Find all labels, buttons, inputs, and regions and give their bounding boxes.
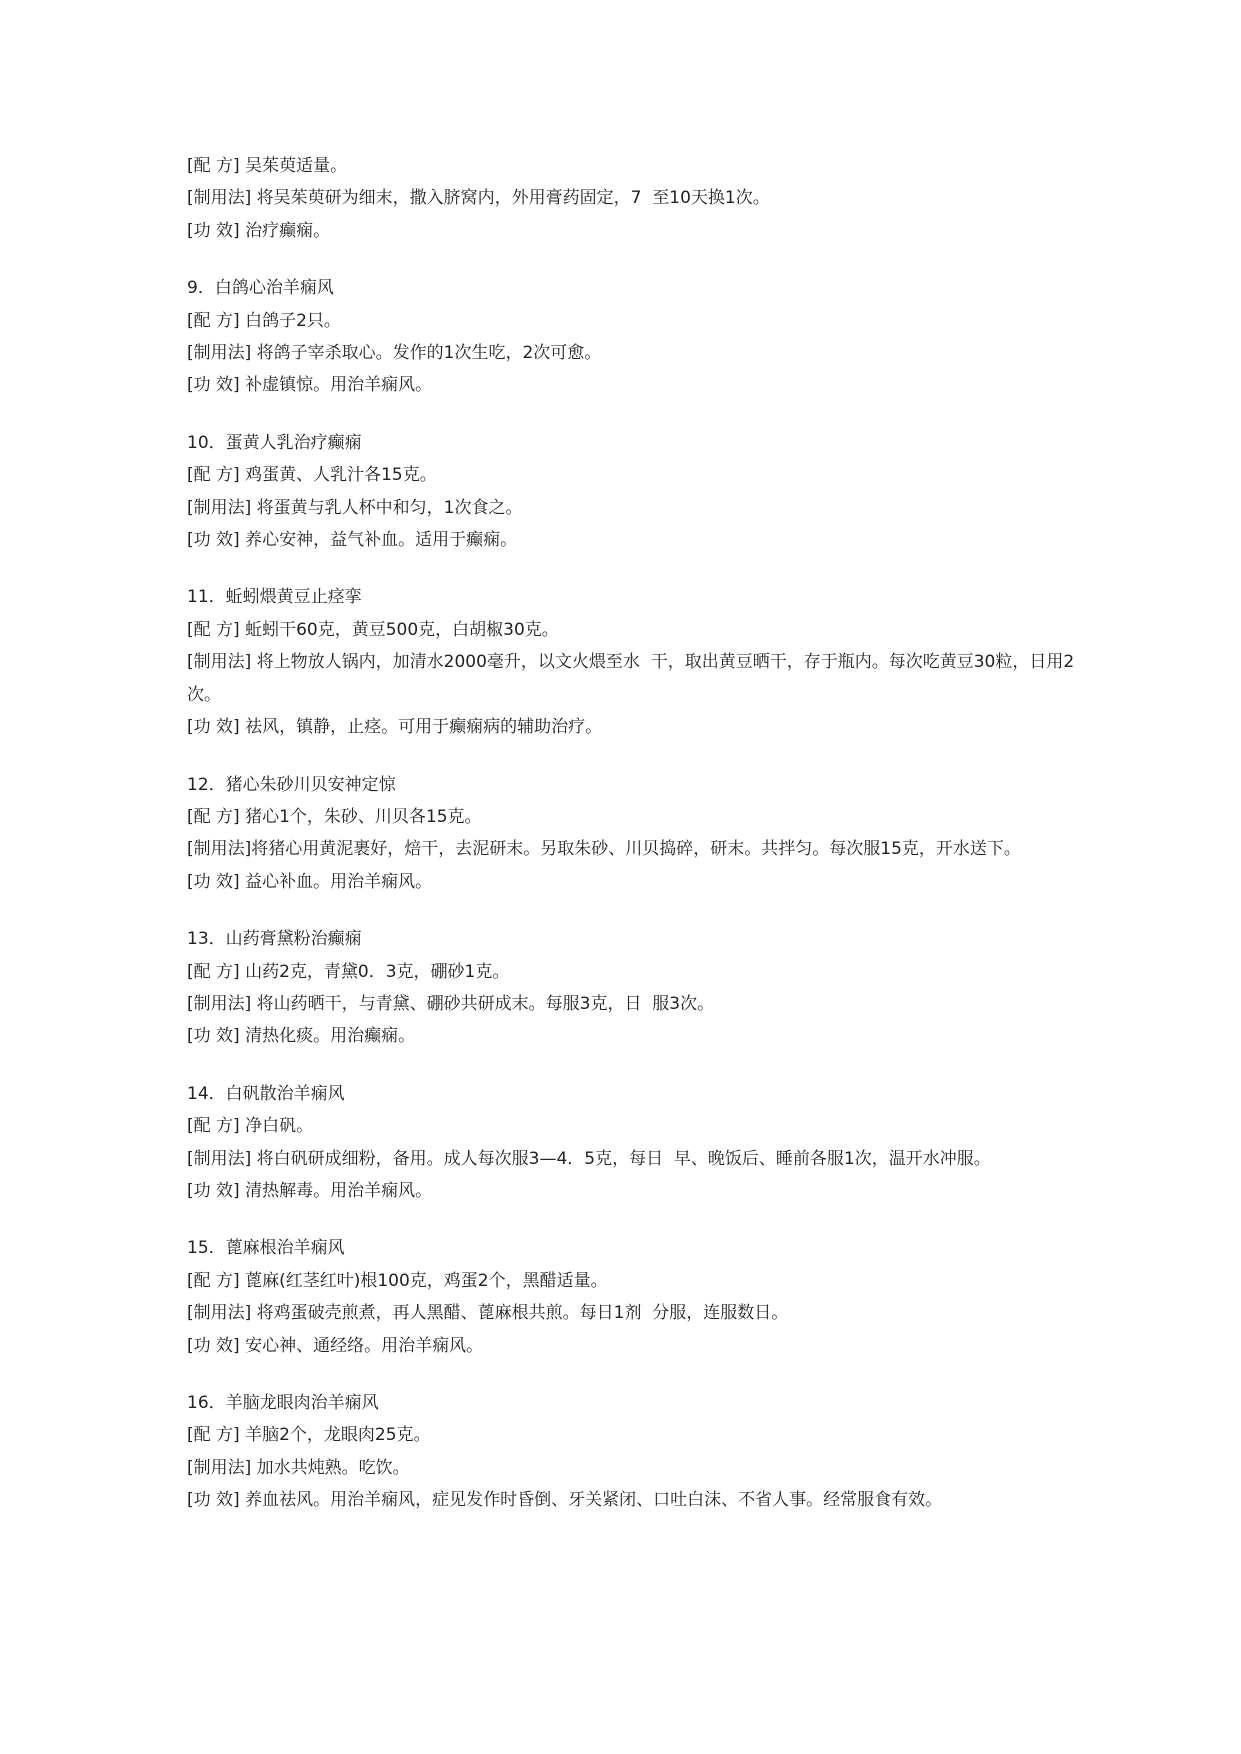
entry-title: 12．猪心朱砂川贝安神定惊 [187,774,396,795]
method-line: [制用法] 将鸽子宰杀取心。发作的1次生吃，2次可愈。 [187,343,602,364]
formula-line: [配 方] 吴茱萸适量。 [187,156,348,176]
formula-line: [配 方] 蓖麻(红茎红叶)根100克，鸡蛋2个，黑醋适量。 [187,1270,608,1291]
effect-line: [功 效] 治疗癫痫。 [187,220,331,241]
effect-line: [功 效] 养心安神，益气补血。适用于癫痫。 [187,530,518,551]
remedy-entry [187,1232,1087,1362]
remedy-entry [187,1387,1087,1517]
method-line: [制用法] 将蛋黄与乳人杯中和匀，1次食之。 [187,497,523,518]
formula-line: [配 方] 山药2克，青黛0．3克，硼砂1克。 [187,961,510,982]
formula-line: [配 方] 羊脑2个，龙眼肉25克。 [187,1425,431,1446]
lead-entry [187,150,1087,247]
formula-line: [配 方] 鸡蛋黄、人乳汁各15克。 [187,465,437,486]
formula-line: [配 方] 净白矾。 [187,1116,314,1137]
remedy-entry [187,272,1087,402]
effect-line: [功 效] 安心神、通经络。用治羊痫风。 [187,1335,484,1356]
formula-line: [配 方] 蚯蚓干60克，黄豆500克，白胡椒30克。 [187,619,559,640]
method-line: [制用法] 将山药晒干，与青黛、硼砂共研成末。每服3克，日 服3次。 [187,993,715,1014]
effect-line: [功 效] 清热化痰。用治癫痫。 [187,1026,416,1047]
entry-title: 13．山药膏黛粉治癫痫 [187,929,362,950]
method-line: [制用法] 将吴茱萸研为细末，撒入脐窝内，外用膏药固定，7 至10天换1次。 [187,188,770,209]
entry-title: 14．白矾散治羊痫风 [187,1083,345,1104]
effect-line: [功 效] 补虚镇惊。用治羊痫风。 [187,375,433,396]
remedy-entry [187,923,1087,1053]
remedy-entry [187,1078,1087,1208]
effect-line: [功 效] 养血祛风。用治羊痫风，症见发作时昏倒、牙关紧闭、口吐白沫、不省人事。经常服食有效。 [187,1490,943,1511]
effect-line: [功 效] 清热解毒。用治羊痫风。 [187,1180,433,1201]
formula-line: [配 方] 白鸽子2只。 [187,310,341,331]
document-page [187,150,1087,1517]
remedy-entry [187,581,1087,743]
formula-line: [配 方] 猪心1个，朱砂、川贝各15克。 [187,806,482,827]
method-line: [制用法] 加水共炖熟。吃饮。 [187,1457,410,1478]
entry-title: 11．蚯蚓煨黄豆止痉挛 [187,587,362,608]
method-line: [制用法]将猪心用黄泥裹好，焙干，去泥研末。另取朱砂、川贝捣碎，研末。共拌匀。每次服15克，开水送下。 [187,839,1021,860]
method-line: [制用法] 将鸡蛋破壳煎煮，再人黑醋、蓖麻根共煎。每日1剂 分服，连服数日。 [187,1303,789,1324]
effect-line: [功 效] 益心补血。用治羊痫风。 [187,871,433,892]
effect-line: [功 效] 祛风，镇静，止痉。可用于癫痫病的辅助治疗。 [187,717,603,738]
entry-title: 16．羊脑龙眼肉治羊痫风 [187,1393,379,1413]
remedy-entry [187,427,1087,557]
entry-title: 10．蛋黄人乳治疗癫痫 [187,432,362,453]
entry-title: 15．蓖麻根治羊痫风 [187,1238,345,1259]
method-line: [制用法] 将白矾研成细粉，备用。成人每次服3—4．5克，每日 早、晚饭后、睡前各服1次，温开水冲服。 [187,1148,991,1169]
method-line: [制用法] 将上物放人锅内，加清水2000毫升，以文火煨至水 干，取出黄豆晒干，存于瓶内。每次吃黄豆30粒，日用2次。 [187,652,1075,705]
remedy-entry [187,769,1087,899]
entry-title: 9．白鸽心治羊痫风 [187,278,334,299]
